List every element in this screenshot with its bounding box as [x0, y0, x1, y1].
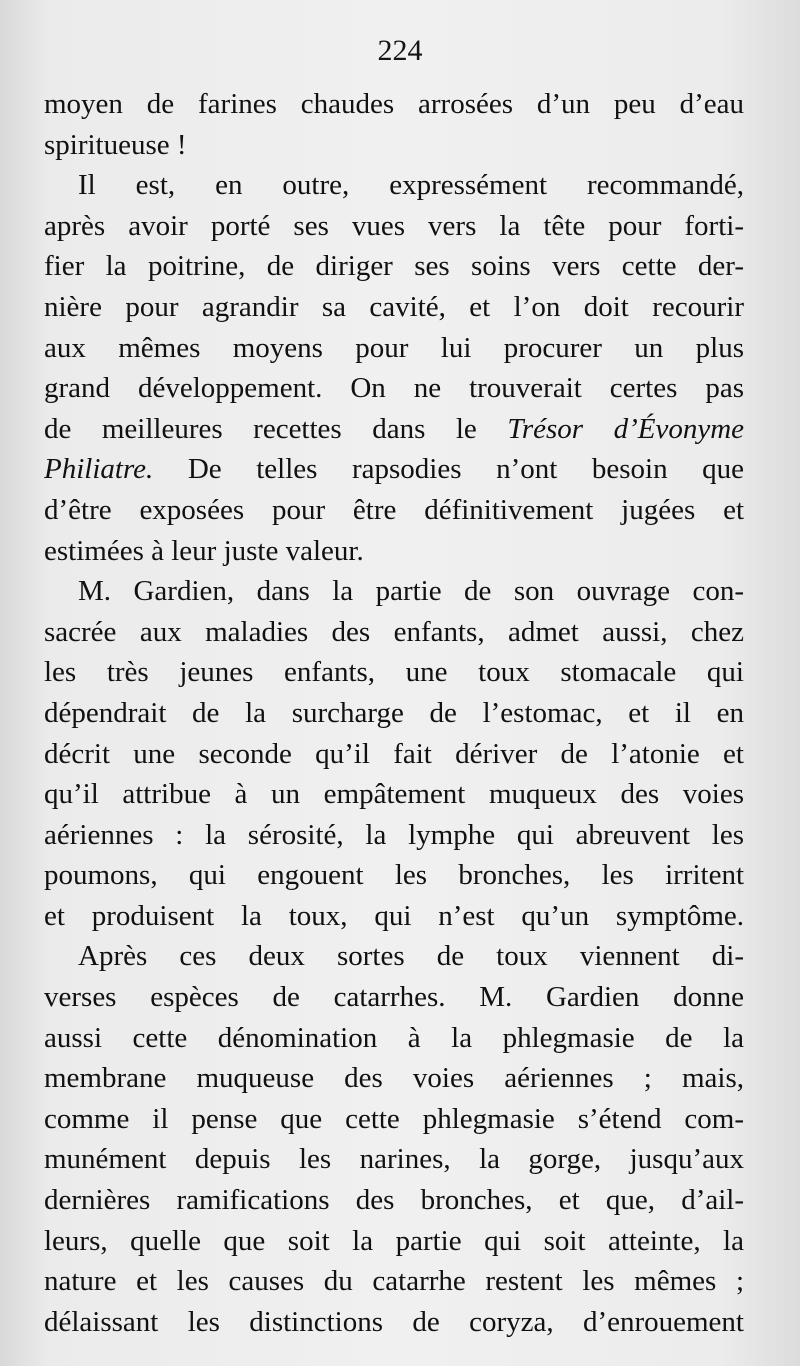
text-line: Après ces deux sortes de toux viennent di- — [78, 940, 744, 973]
text-line: après avoir porté ses vues vers la tête pour forti- — [44, 209, 744, 242]
text-line: nature et les causes du catarrhe restent les mêmes ; — [44, 1265, 744, 1298]
italic-title: Trésor d’Évonyme — [507, 412, 744, 445]
italic-title: Philiatre. — [44, 453, 154, 486]
text-line: fier la poitrine, de diriger ses soins vers cette der- — [44, 250, 744, 283]
text-line — [44, 449, 744, 490]
text-line: leurs, quelle que soit la partie qui soit atteinte, la — [44, 1224, 744, 1257]
text-line: aux mêmes moyens pour lui procurer un plus — [44, 331, 744, 364]
text-line: moyen de farines chaudes arrosées d’un peu d’eau — [44, 88, 744, 120]
text-line: qu’il attribue à un empâtement muqueux des voies — [44, 778, 744, 811]
text-line: les très jeunes enfants, une toux stomacale qui — [44, 656, 744, 689]
text-line: délaissant les distinctions de coryza, d’enrouement — [44, 1305, 744, 1338]
text-line: sacrée aux maladies des enfants, admet aussi, chez — [44, 615, 744, 648]
text-line: poumons, qui engouent les bronches, les irritent — [44, 859, 744, 892]
text-line: comme il pense que cette phlegmasie s’étend com- — [44, 1102, 744, 1135]
text-line: grand développement. On ne trouverait certes pas — [44, 372, 744, 405]
text-line: nière pour agrandir sa cavité, et l’on doit recourir — [44, 290, 744, 323]
text-line: M. Gardien, dans la partie de son ouvrage con- — [78, 575, 744, 608]
text-line: dernières ramifications des bronches, et que, d’ail- — [44, 1184, 744, 1217]
text-line: estimées à leur juste valeur. — [44, 534, 364, 567]
text-line: Il est, en outre, expressément recommandé, — [78, 169, 744, 202]
text-line: et produisent la toux, qui n’est qu’un symptôme. — [44, 899, 744, 932]
text-line: aériennes : la sérosité, la lymphe qui abreuvent les — [44, 818, 744, 851]
text-fragment: de meilleures recettes dans le — [44, 412, 477, 445]
text-line: membrane muqueuse des voies aériennes ; mais, — [44, 1062, 744, 1095]
text-line: décrit une seconde qu’il fait dériver de l’atonie et — [44, 737, 744, 770]
text-fragment: De telles rapsodies n’ont besoin que — [187, 453, 744, 486]
text-line: munément depuis les narines, la gorge, jusqu’aux — [44, 1143, 744, 1176]
text-line — [44, 409, 744, 450]
text-line: verses espèces de catarrhes. M. Gardien donne — [44, 981, 744, 1014]
body-text — [44, 84, 744, 1342]
text-line: spiritueuse ! — [44, 128, 187, 161]
text-line: dépendrait de la surcharge de l’estomac, et il en — [44, 696, 744, 729]
text-line: aussi cette dénomination à la phlegmasie de la — [44, 1021, 744, 1054]
page-number: 224 — [377, 34, 423, 67]
text-line: d’être exposées pour être définitivement jugées et — [44, 493, 744, 526]
